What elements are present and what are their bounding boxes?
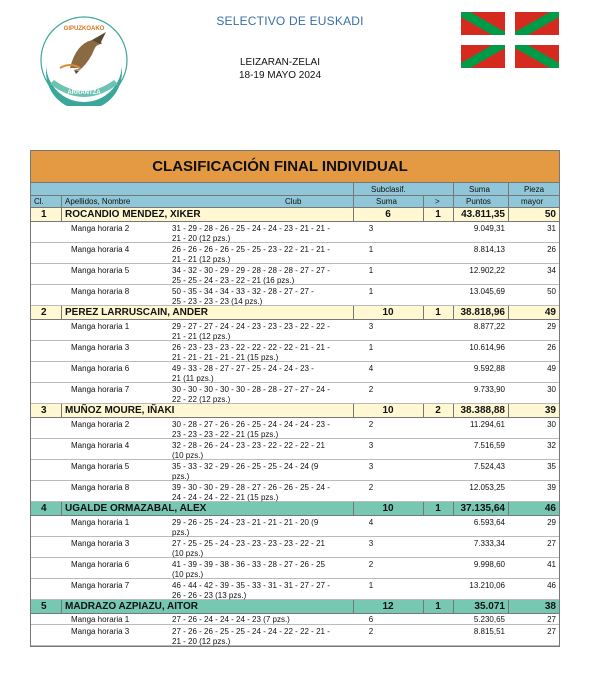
manga-puntos: 7.524,43: [473, 462, 505, 471]
manga-pieza: 30: [547, 420, 556, 429]
manga-row: [31, 439, 559, 460]
player-row: [31, 600, 559, 614]
header-puntos: Puntos: [466, 197, 491, 206]
manga-pieza: 32: [547, 441, 556, 450]
results-table: [30, 150, 560, 647]
catches-line-2: 21 - 21 - 21 - 21 - 21 (15 pzs.): [172, 353, 279, 362]
player-name: ROCANDIO MENDEZ, XIKER: [65, 209, 201, 220]
manga-puntos: 10.614,96: [469, 343, 505, 352]
player-row: [31, 306, 559, 320]
manga-label: Manga horaria 1: [71, 615, 130, 624]
player-gt: 1: [435, 601, 441, 612]
catches-line-1: 26 - 26 - 26 - 26 - 25 - 25 - 23 - 22 - 21 - 21 -: [172, 245, 330, 254]
manga-label: Manga horaria 4: [71, 441, 130, 450]
player-rank: 2: [41, 307, 47, 318]
manga-subclasif: 2: [368, 627, 374, 636]
manga-pieza: 30: [547, 385, 556, 394]
manga-pieza: 31: [547, 224, 556, 233]
manga-row: [31, 418, 559, 439]
manga-subclasif: 2: [368, 560, 374, 569]
federation-logo: [40, 14, 128, 106]
manga-puntos: 7.516,59: [473, 441, 505, 450]
manga-catches: [172, 364, 346, 384]
manga-row: [31, 579, 559, 600]
manga-puntos: 5.230,65: [473, 615, 505, 624]
manga-catches: [172, 560, 346, 580]
manga-pieza: 29: [547, 322, 556, 331]
manga-pieza: 29: [547, 518, 556, 527]
player-suma: 10: [382, 307, 394, 318]
manga-catches: [172, 462, 346, 482]
venue-block: [200, 56, 360, 82]
catches-line-2: 21 - 21 (12 pzs.): [172, 255, 231, 264]
player-rank: 4: [41, 503, 47, 514]
manga-subclasif: 2: [368, 483, 374, 492]
manga-puntos: 9.733,90: [473, 385, 505, 394]
header-pieza: Pieza: [524, 185, 545, 194]
manga-row: [31, 243, 559, 264]
manga-label: Manga horaria 2: [71, 420, 130, 429]
players-list: [31, 208, 559, 646]
manga-catches: [172, 420, 346, 440]
manga-row: [31, 558, 559, 579]
manga-subclasif: 1: [368, 266, 374, 275]
manga-puntos: 11.294,61: [470, 420, 505, 429]
player-suma: 6: [385, 209, 391, 220]
manga-catches: [172, 483, 346, 503]
logo-text-band: GIPUZKOAKO ARRANTZA FEDERAZIOA: [55, 68, 113, 72]
manga-pieza: 26: [547, 245, 556, 254]
header-subclasif: Subclasif.: [371, 185, 406, 194]
header-gt: >: [435, 197, 440, 206]
manga-catches: [172, 385, 346, 405]
table-title: CLASIFICACIÓN FINAL INDIVIDUAL: [31, 151, 559, 183]
manga-label: Manga horaria 3: [71, 343, 130, 352]
manga-label: Manga horaria 3: [71, 627, 130, 636]
player-suma: 10: [382, 503, 394, 514]
catches-line-1: 34 - 32 - 30 - 29 - 29 - 28 - 28 - 28 - 27 - 27 -: [172, 266, 330, 275]
header-name: Apellidos, Nombre: [65, 197, 131, 206]
catches-line-1: 50 - 35 - 34 - 34 - 33 - 32 - 28 - 27 - 27 -: [172, 287, 314, 296]
manga-pieza: 35: [547, 462, 556, 471]
manga-catches: [172, 287, 346, 307]
manga-catches: [172, 224, 346, 244]
manga-subclasif: 1: [368, 343, 374, 352]
manga-subclasif: 2: [368, 420, 374, 429]
manga-subclasif: 1: [368, 581, 374, 590]
player-pieza: 39: [544, 405, 556, 416]
manga-row: [31, 264, 559, 285]
manga-catches: [172, 266, 346, 286]
manga-puntos: 9.049,31: [473, 224, 505, 233]
org-title: SELECTIVO DE EUSKADI: [216, 14, 364, 28]
manga-catches: [172, 581, 346, 601]
header-cl: Cl.: [34, 197, 44, 206]
manga-pieza: 39: [547, 483, 556, 492]
catches-line-2: 21 - 20 (12 pzs.): [172, 637, 231, 646]
manga-row: [31, 460, 559, 481]
catches-line-1: 35 - 33 - 32 - 29 - 26 - 25 - 25 - 24 - 24 (9: [172, 462, 319, 471]
catches-line-2: pzs.): [172, 528, 190, 537]
player-pieza: 38: [544, 601, 556, 612]
player-rank: 5: [41, 601, 47, 612]
manga-pieza: 41: [547, 560, 556, 569]
manga-puntos: 8.815,51: [473, 627, 505, 636]
manga-row: [31, 537, 559, 558]
player-gt: 2: [435, 405, 441, 416]
manga-pieza: 46: [547, 581, 556, 590]
catches-line-1: 46 - 44 - 42 - 39 - 35 - 33 - 31 - 31 - 27 - 27 -: [172, 581, 330, 590]
catches-line-2: 24 - 24 - 24 - 22 - 21 (15 pzs.): [172, 493, 279, 502]
catches-line-1: 30 - 28 - 27 - 26 - 26 - 25 - 24 - 24 - 24 - 23 -: [172, 420, 330, 429]
manga-row: [31, 285, 559, 306]
manga-row: [31, 516, 559, 537]
catches-line-1: 29 - 26 - 25 - 24 - 23 - 21 - 21 - 21 - 20 (9: [172, 518, 319, 527]
manga-catches: [172, 322, 346, 342]
manga-pieza: 27: [547, 615, 556, 624]
catches-line-1: 26 - 23 - 23 - 23 - 22 - 22 - 22 - 22 - 21 - 21 -: [172, 343, 330, 352]
manga-catches: [172, 245, 346, 265]
player-name: UGALDE ORMAZABAL, ALEX: [65, 503, 207, 514]
manga-label: Manga horaria 2: [71, 224, 130, 233]
catches-line-2: 25 - 23 - 23 - 23 (14 pzs.): [172, 297, 263, 306]
player-name: PEREZ LARRUSCAIN, ANDER: [65, 307, 208, 318]
manga-row: [31, 383, 559, 404]
manga-label: Manga horaria 5: [71, 462, 130, 471]
catches-line-2: 25 - 25 - 24 - 23 - 22 - 21 (16 pzs.): [172, 276, 295, 285]
manga-label: Manga horaria 4: [71, 245, 130, 254]
catches-line-1: 30 - 30 - 30 - 30 - 30 - 28 - 28 - 27 - 27 - 24 -: [172, 385, 330, 394]
manga-subclasif: 4: [368, 364, 374, 373]
manga-puntos: 6.593,64: [473, 518, 505, 527]
player-puntos: 37.135,64: [460, 503, 505, 514]
header-mayor: mayor: [521, 197, 544, 206]
catches-line-2: (10 pzs.): [172, 570, 204, 579]
catches-line-2: 26 - 26 - 23 (13 pzs.): [172, 591, 247, 600]
logo-text-top: GIPUZKOAKO: [63, 26, 105, 32]
basque-flag-icon: [461, 12, 559, 68]
player-row: [31, 208, 559, 222]
player-puntos: 38.388,88: [460, 405, 505, 416]
manga-puntos: 7.333,34: [473, 539, 505, 548]
manga-label: Manga horaria 1: [71, 518, 130, 527]
catches-line-1: 27 - 25 - 25 - 24 - 23 - 23 - 23 - 23 - 22 - 21: [172, 539, 325, 548]
header-club: Club: [285, 197, 302, 206]
manga-puntos: 9.998,60: [473, 560, 505, 569]
manga-label: Manga horaria 5: [71, 266, 130, 275]
manga-subclasif: 3: [368, 539, 374, 548]
manga-catches: [172, 539, 346, 559]
manga-row: [31, 481, 559, 502]
catches-line-2: (10 pzs.): [172, 549, 204, 558]
manga-pieza: 34: [547, 266, 556, 275]
catches-line-1: 49 - 33 - 28 - 27 - 27 - 25 - 24 - 24 - 23 -: [172, 364, 314, 373]
manga-subclasif: 6: [368, 615, 374, 624]
manga-subclasif: 3: [368, 322, 374, 331]
manga-row: [31, 625, 559, 646]
catches-line-1: 32 - 28 - 26 - 24 - 23 - 23 - 22 - 22 - 22 - 21: [172, 441, 325, 450]
manga-puntos: 13.210,06: [469, 581, 505, 590]
player-gt: 1: [435, 209, 441, 220]
table-header: [31, 183, 559, 208]
manga-label: Manga horaria 1: [71, 322, 130, 331]
player-rank: 1: [41, 209, 47, 220]
manga-catches: [172, 518, 346, 538]
manga-subclasif: 1: [368, 287, 374, 296]
manga-row: [31, 362, 559, 383]
player-gt: 1: [435, 503, 441, 514]
manga-label: Manga horaria 7: [71, 581, 130, 590]
player-puntos: 43.811,35: [461, 209, 505, 220]
manga-catches: [172, 343, 346, 363]
manga-subclasif: 3: [368, 462, 374, 471]
catches-line-2: (10 pzs.): [172, 451, 204, 460]
manga-pieza: 27: [547, 627, 556, 636]
catches-line-2: 21 - 21 (12 pzs.): [172, 332, 231, 341]
catches-line-1: 27 - 26 - 26 - 25 - 25 - 24 - 24 - 22 - 22 - 21 -: [172, 627, 330, 636]
catches-line-2: 21 - 20 (12 pzs.): [172, 234, 231, 243]
player-row: [31, 502, 559, 516]
catches-line-1: 27 - 26 - 24 - 24 - 24 - 23 (7 pzs.): [172, 615, 290, 624]
manga-puntos: 12.053,25: [469, 483, 505, 492]
player-rank: 3: [41, 405, 47, 416]
catches-line-1: 31 - 29 - 28 - 26 - 25 - 24 - 24 - 23 - 21 - 21 -: [172, 224, 330, 233]
event-dates: 18-19 MAYO 2024: [238, 70, 322, 81]
manga-subclasif: 4: [368, 518, 374, 527]
manga-subclasif: 2: [368, 385, 374, 394]
manga-pieza: 27: [547, 539, 556, 548]
catches-line-2: 21 (11 pzs.): [172, 374, 214, 383]
manga-pieza: 49: [547, 364, 556, 373]
manga-label: Manga horaria 7: [71, 385, 130, 394]
manga-catches: [172, 441, 346, 461]
manga-catches: [172, 615, 346, 625]
player-puntos: 35.071: [474, 601, 505, 612]
catches-line-2: pzs.): [172, 472, 190, 481]
manga-label: Manga horaria 8: [71, 287, 130, 296]
manga-catches: [172, 627, 346, 647]
player-pieza: 49: [544, 307, 556, 318]
manga-puntos: 8.877,22: [473, 322, 505, 331]
catches-line-1: 29 - 27 - 27 - 24 - 24 - 23 - 23 - 23 - 22 - 22 -: [172, 322, 330, 331]
catches-line-2: 23 - 23 - 23 - 22 - 21 (15 pzs.): [172, 430, 279, 439]
manga-label: Manga horaria 8: [71, 483, 130, 492]
player-row: [31, 404, 559, 418]
player-suma: 12: [382, 601, 394, 612]
header-suma: Suma: [376, 197, 397, 206]
player-puntos: 38.818,96: [460, 307, 505, 318]
player-gt: 1: [435, 307, 441, 318]
manga-puntos: 8.814,13: [473, 245, 505, 254]
manga-label: Manga horaria 6: [71, 560, 130, 569]
manga-label: Manga horaria 6: [71, 364, 130, 373]
venue-name: LEIZARAN-ZELAI: [239, 57, 321, 68]
manga-pieza: 50: [547, 287, 556, 296]
manga-row: [31, 614, 559, 625]
manga-subclasif: 3: [368, 441, 374, 450]
catches-line-1: 39 - 30 - 30 - 29 - 28 - 27 - 26 - 26 - 25 - 24 -: [172, 483, 330, 492]
manga-puntos: 12.902,22: [469, 266, 505, 275]
player-pieza: 50: [544, 209, 556, 220]
manga-row: [31, 341, 559, 362]
manga-label: Manga horaria 3: [71, 539, 130, 548]
player-pieza: 46: [544, 503, 556, 514]
manga-row: [31, 222, 559, 243]
manga-pieza: 26: [547, 343, 556, 352]
manga-subclasif: 1: [368, 245, 374, 254]
manga-subclasif: 3: [368, 224, 374, 233]
logo-text-bottom: ARRANTZA: [67, 90, 101, 96]
player-suma: 10: [382, 405, 394, 416]
catches-line-2: 22 - 22 (12 pzs.): [172, 395, 231, 404]
catches-line-1: 41 - 39 - 39 - 38 - 36 - 33 - 28 - 27 - 26 - 25: [172, 560, 325, 569]
header-suma-puntos: Suma: [469, 185, 490, 194]
manga-puntos: 9.592,88: [473, 364, 505, 373]
player-name: MADRAZO AZPIAZU, AITOR: [65, 601, 198, 612]
manga-row: [31, 320, 559, 341]
manga-puntos: 13.045,69: [469, 287, 505, 296]
player-name: MUÑOZ MOURE, IÑAKI: [65, 405, 175, 416]
